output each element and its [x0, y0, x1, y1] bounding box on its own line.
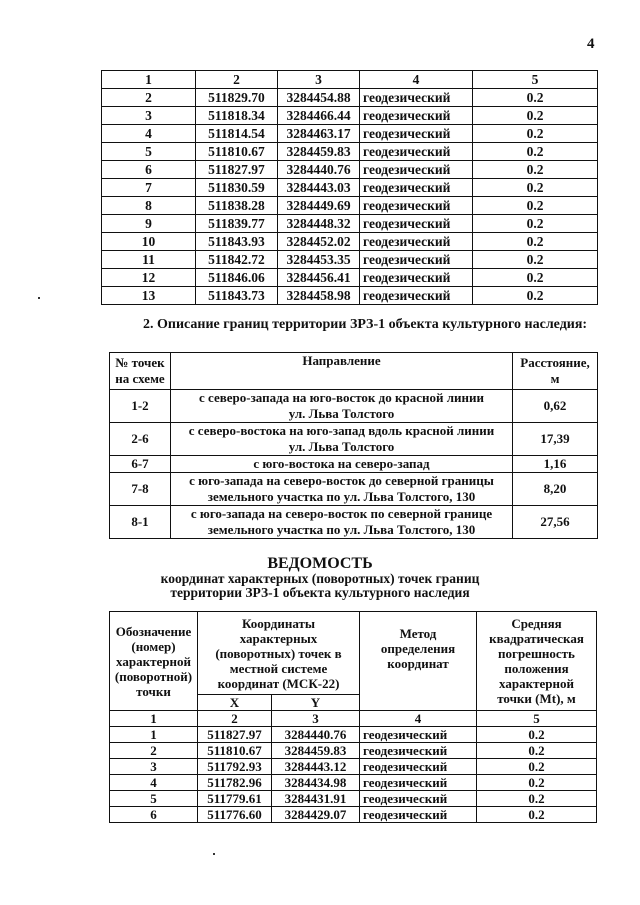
table-row [102, 179, 598, 197]
header-line: (поворотной) [114, 668, 193, 684]
x-coordinate-cell: 511814.54 [196, 125, 278, 143]
header-line: Обозначение [115, 623, 192, 639]
table-row [110, 390, 598, 423]
y-coordinate-cell: 3284458.98 [278, 287, 360, 305]
table-row [110, 473, 598, 506]
error-cell: 0.2 [473, 143, 598, 161]
header-line: характерных [239, 630, 318, 646]
distance-cell: 8,20 [513, 473, 598, 506]
direction-cell [171, 473, 513, 506]
point-number-cell: 6 [102, 161, 196, 179]
table-row [110, 807, 597, 823]
header-line: точки [136, 683, 171, 699]
method-cell: геодезический [360, 807, 477, 823]
point-number-cell: 11 [102, 251, 196, 269]
point-number-cell: 8 [102, 197, 196, 215]
header-line: (поворотных) точек в [215, 645, 342, 661]
error-cell: 0.2 [473, 215, 598, 233]
error-header [477, 612, 597, 711]
points-cell: 6-7 [110, 456, 171, 473]
header-line: определения [380, 641, 456, 656]
header-line: положения [504, 661, 569, 676]
points-cell: 2-6 [110, 423, 171, 456]
statement-heading [0, 555, 640, 600]
method-cell: геодезический [360, 215, 473, 233]
method-cell: геодезический [360, 161, 473, 179]
table-row [110, 759, 597, 775]
method-cell: геодезический [360, 233, 473, 251]
column-number: 1 [102, 71, 196, 89]
error-cell: 0.2 [477, 807, 597, 823]
method-cell: геодезический [360, 743, 477, 759]
error-cell: 0.2 [473, 107, 598, 125]
point-number-cell: 3 [110, 759, 198, 775]
point-number-cell: 7 [102, 179, 196, 197]
y-coordinate-cell: 3284459.83 [278, 143, 360, 161]
header-line: местной системе [229, 660, 328, 676]
direction-line: земельного участка по ул. Льва Толстого, 130 [207, 489, 476, 504]
method-cell: геодезический [360, 287, 473, 305]
error-cell: 0.2 [477, 775, 597, 791]
x-coordinate-cell: 511830.59 [196, 179, 278, 197]
column-number: 3 [278, 71, 360, 89]
error-cell: 0.2 [477, 743, 597, 759]
x-coordinate-cell: 511829.70 [196, 89, 278, 107]
column-number: 3 [272, 711, 360, 727]
y-coordinate-cell: 3284449.69 [278, 197, 360, 215]
y-coordinate-cell: 3284448.32 [278, 215, 360, 233]
coordinates-table-continued [101, 70, 598, 305]
x-coordinate-cell: 511846.06 [196, 269, 278, 287]
header-line: характерной [116, 653, 191, 669]
point-number-cell: 12 [102, 269, 196, 287]
page-number: 4 [587, 36, 595, 52]
point-number-cell: 2 [102, 89, 196, 107]
table-row [110, 423, 598, 456]
method-cell: геодезический [360, 179, 473, 197]
y-coordinate-cell: 3284429.07 [272, 807, 360, 823]
table-row [110, 743, 597, 759]
x-coordinate-cell: 511842.72 [196, 251, 278, 269]
method-cell: геодезический [360, 197, 473, 215]
point-number-cell: 4 [102, 125, 196, 143]
x-coordinate-cell: 511843.73 [196, 287, 278, 305]
characteristic-points-table [109, 611, 597, 823]
error-cell: 0.2 [473, 197, 598, 215]
x-coordinate-cell: 511779.61 [198, 791, 272, 807]
y-coordinate-cell: 3284431.91 [272, 791, 360, 807]
x-coordinate-cell: 511839.77 [196, 215, 278, 233]
boundary-description-table [109, 352, 598, 539]
point-number-cell: 9 [102, 215, 196, 233]
header-line: точки (Mt), м [497, 691, 576, 706]
direction-line: ул. Льва Толстого [288, 439, 395, 454]
y-coordinate-cell: 3284440.76 [278, 161, 360, 179]
y-coordinate-cell: 3284459.83 [272, 743, 360, 759]
x-coordinate-cell: 511827.97 [198, 727, 272, 743]
table-number-row [110, 711, 597, 727]
table-row [110, 791, 597, 807]
table-row [110, 775, 597, 791]
point-number-cell: 2 [110, 743, 198, 759]
statement-subtitle: территории ЗРЗ-1 объекта культурного наследия [170, 585, 470, 600]
y-coordinate-cell: 3284456.41 [278, 269, 360, 287]
header-line: погрешность [498, 646, 575, 661]
x-coordinate-cell: 511810.67 [198, 743, 272, 759]
x-header: X [198, 695, 272, 711]
x-coordinate-cell: 511843.93 [196, 233, 278, 251]
header-line: характерной [499, 676, 574, 691]
point-number-cell: 6 [110, 807, 198, 823]
header-line: Средняя [511, 616, 562, 631]
point-number-cell: 1 [110, 727, 198, 743]
x-coordinate-cell: 511818.34 [196, 107, 278, 125]
x-coordinate-cell: 511827.97 [196, 161, 278, 179]
x-coordinate-cell: 511792.93 [198, 759, 272, 775]
point-number-cell: 3 [102, 107, 196, 125]
designation-header [110, 612, 198, 711]
table-header-row [110, 353, 598, 390]
direction-cell [171, 456, 513, 473]
error-cell: 0.2 [473, 269, 598, 287]
error-cell: 0.2 [473, 233, 598, 251]
header-line: (номер) [131, 638, 176, 654]
point-number-cell: 4 [110, 775, 198, 791]
table-header-row [110, 612, 597, 695]
table-header-row [102, 71, 598, 89]
scan-mark [213, 853, 215, 855]
table-row [102, 89, 598, 107]
table-row [102, 125, 598, 143]
table-row [110, 727, 597, 743]
method-cell: геодезический [360, 759, 477, 775]
x-coordinate-cell: 511782.96 [198, 775, 272, 791]
table-row [102, 287, 598, 305]
header-line: Метод [399, 626, 437, 641]
y-coordinate-cell: 3284452.02 [278, 233, 360, 251]
x-coordinate-cell: 511776.60 [198, 807, 272, 823]
table-row [110, 506, 598, 539]
direction-header: Направление [171, 353, 513, 390]
method-cell: геодезический [360, 269, 473, 287]
column-number: 4 [360, 71, 473, 89]
y-coordinate-cell: 3284434.98 [272, 775, 360, 791]
point-number-cell: 5 [102, 143, 196, 161]
column-number: 1 [110, 711, 198, 727]
header-line: координат (МСК-22) [217, 675, 340, 691]
error-cell: 0.2 [477, 727, 597, 743]
y-coordinate-cell: 3284454.88 [278, 89, 360, 107]
error-cell: 0.2 [473, 287, 598, 305]
method-cell: геодезический [360, 775, 477, 791]
column-number: 5 [477, 711, 597, 727]
distance-cell: 27,56 [513, 506, 598, 539]
y-coordinate-cell: 3284453.35 [278, 251, 360, 269]
header-line: Координаты [241, 615, 316, 631]
point-number-cell: 13 [102, 287, 196, 305]
method-cell: геодезический [360, 143, 473, 161]
error-cell: 0.2 [473, 125, 598, 143]
x-coordinate-cell: 511838.28 [196, 197, 278, 215]
error-cell: 0.2 [477, 791, 597, 807]
method-cell: геодезический [360, 89, 473, 107]
y-coordinate-cell: 3284463.17 [278, 125, 360, 143]
column-number: 2 [198, 711, 272, 727]
coordinates-header [198, 612, 360, 695]
points-cell: 8-1 [110, 506, 171, 539]
direction-line: ул. Льва Толстого [288, 406, 395, 421]
table-row [102, 197, 598, 215]
error-cell: 0.2 [477, 759, 597, 775]
y-coordinate-cell: 3284440.76 [272, 727, 360, 743]
method-header [360, 612, 477, 711]
direction-cell [171, 506, 513, 539]
error-cell: 0.2 [473, 89, 598, 107]
direction-cell [171, 423, 513, 456]
section-title: 2. Описание границ территории ЗРЗ-1 объекта культурного наследия: [143, 317, 588, 332]
points-cell: 1-2 [110, 390, 171, 423]
table-row [102, 161, 598, 179]
points-header-line: на схеме [115, 371, 165, 386]
statement-title: ВЕДОМОСТЬ [267, 555, 373, 572]
method-cell: геодезический [360, 727, 477, 743]
points-header [110, 353, 171, 390]
table-row [102, 215, 598, 233]
table-row [102, 251, 598, 269]
table-row [110, 456, 598, 473]
distance-cell: 17,39 [513, 423, 598, 456]
point-number-cell: 10 [102, 233, 196, 251]
distance-header-line: Расстояние, [520, 355, 590, 370]
y-coordinate-cell: 3284443.03 [278, 179, 360, 197]
method-cell: геодезический [360, 251, 473, 269]
method-cell: геодезический [360, 791, 477, 807]
statement-subtitle: координат характерных (поворотных) точек границ [160, 571, 480, 586]
scan-mark [38, 297, 40, 299]
error-cell: 0.2 [473, 251, 598, 269]
direction-line: с юго-запада на северо-восток до северной границы [189, 473, 494, 488]
distance-cell: 0,62 [513, 390, 598, 423]
method-cell: геодезический [360, 125, 473, 143]
y-coordinate-cell: 3284443.12 [272, 759, 360, 775]
error-cell: 0.2 [473, 161, 598, 179]
direction-line: с северо-востока на юго-запад вдоль красной линии [188, 423, 495, 438]
header-line: координат [387, 656, 449, 671]
y-coordinate-cell: 3284466.44 [278, 107, 360, 125]
column-number: 2 [196, 71, 278, 89]
distance-cell: 1,16 [513, 456, 598, 473]
column-number: 4 [360, 711, 477, 727]
point-number-cell: 5 [110, 791, 198, 807]
direction-line: с юго-востока на северо-запад [253, 456, 430, 471]
y-header: Y [272, 695, 360, 711]
direction-cell [171, 390, 513, 423]
method-cell: геодезический [360, 107, 473, 125]
table-row [102, 143, 598, 161]
direction-line: с юго-запада на северо-восток по северной границе [190, 506, 493, 521]
header-line: квадратическая [489, 631, 584, 646]
direction-line: с северо-запада на юго-восток до красной линии [199, 390, 484, 405]
points-header-line: № точек [115, 355, 165, 370]
x-coordinate-cell: 511810.67 [196, 143, 278, 161]
table-row [102, 107, 598, 125]
table-row [102, 233, 598, 251]
column-number: 5 [473, 71, 598, 89]
distance-header [513, 353, 598, 390]
table-row [102, 269, 598, 287]
direction-line: земельного участка по ул. Льва Толстого, 130 [207, 522, 476, 537]
error-cell: 0.2 [473, 179, 598, 197]
distance-header-line: м [550, 371, 560, 386]
points-cell: 7-8 [110, 473, 171, 506]
